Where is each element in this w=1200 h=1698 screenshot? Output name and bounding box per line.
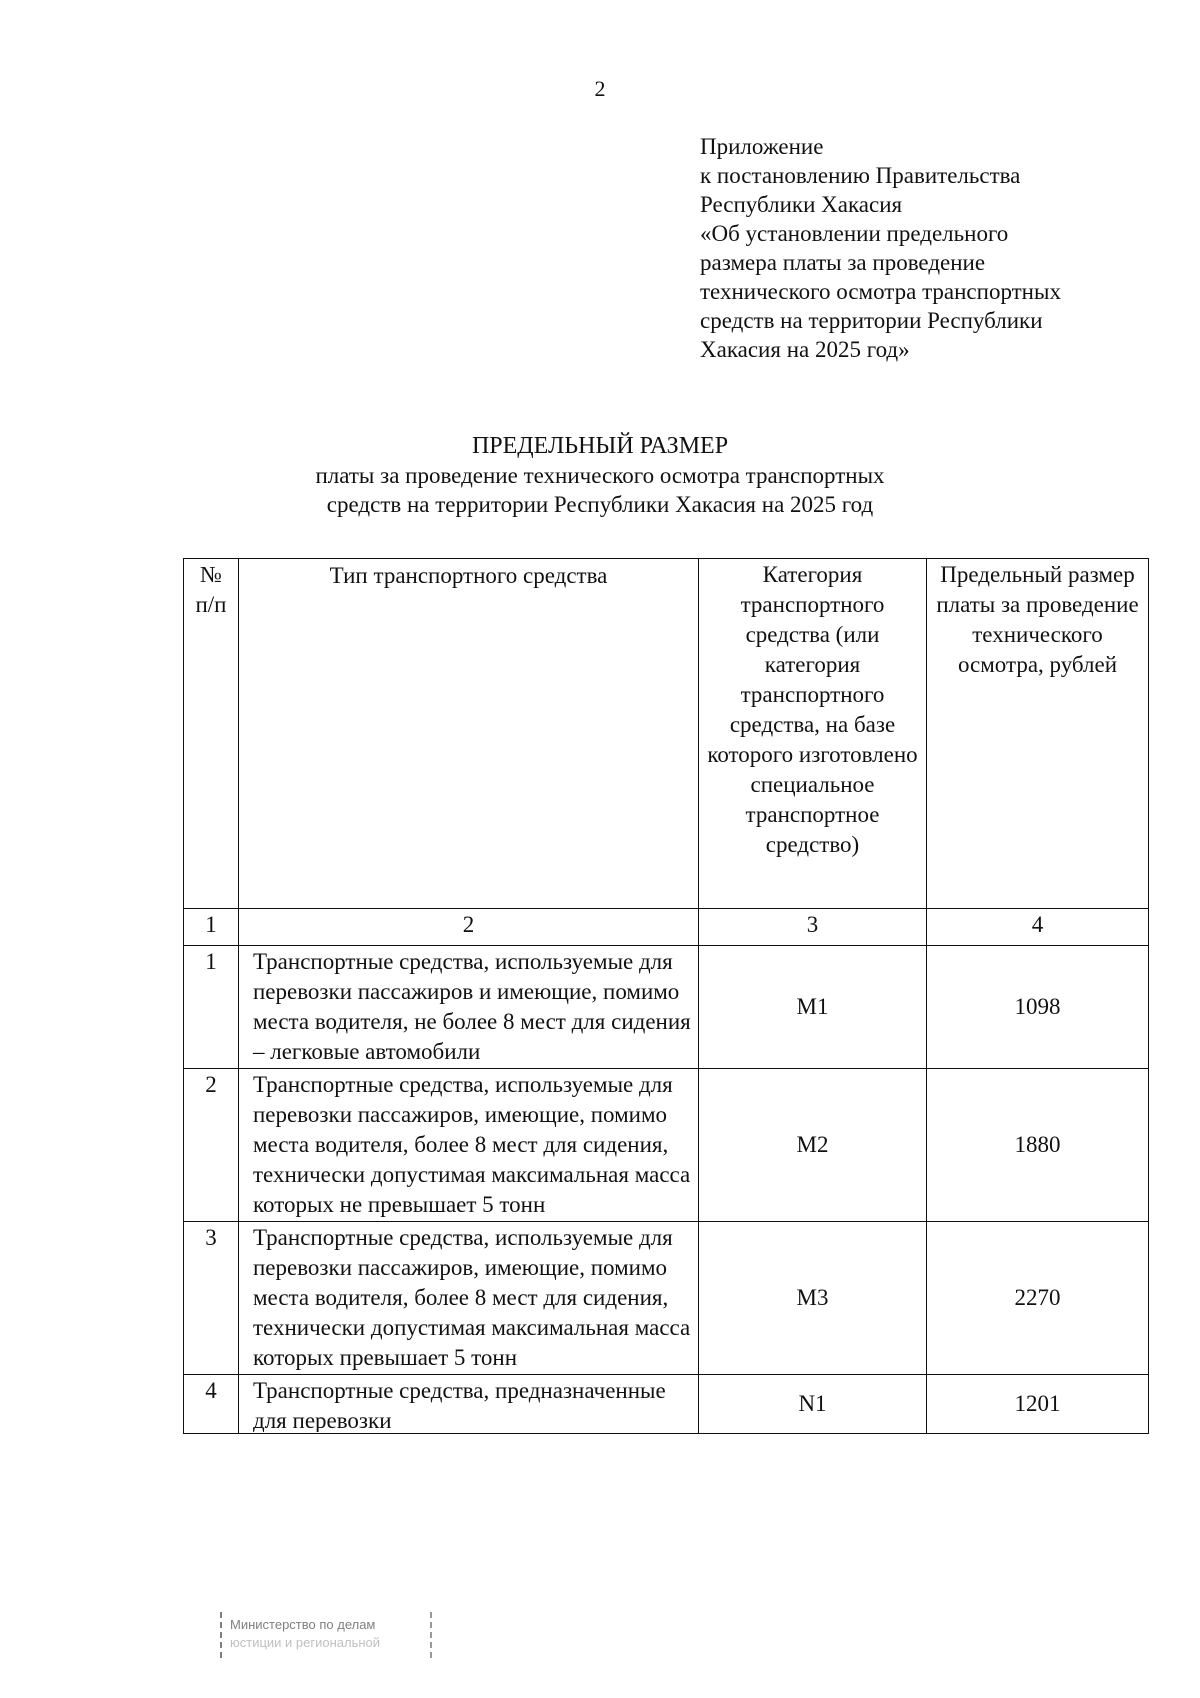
fee-cell: 2270: [927, 1222, 1149, 1375]
table-row: [184, 1375, 1149, 1434]
fee-cell: 1880: [927, 1069, 1149, 1222]
page-number: 2: [594, 76, 606, 101]
fee-table: [183, 558, 1149, 1434]
header-category: Категория транспортного средства (или категория транспортного средства, на базе которого изготовлено специальное транспортное средство): [699, 559, 927, 909]
appendix-line: Приложение: [700, 134, 824, 159]
category-cell: M1: [699, 946, 927, 1069]
table-header-row: [184, 559, 1149, 909]
title-subtitle-line: платы за проведение технического осмотра транспортных: [315, 463, 885, 488]
appendix-line: к постановлению Правительства: [700, 163, 1021, 188]
stamp-line: Министерство по делам: [230, 1617, 376, 1632]
header-fee: Предельный размер платы за проведение технического осмотра, рублей: [927, 559, 1149, 909]
row-number: 2: [184, 1069, 239, 1222]
column-number: 3: [699, 909, 927, 946]
column-number: 1: [184, 909, 239, 946]
vehicle-type-cell: Транспортные средства, используемые для перевозки пассажиров, имеющие, помимо места водителя, более 8 мест для сидения, технически допустимая максимальная масса которых превышает 5 тонн: [239, 1222, 699, 1375]
table-row: [184, 1222, 1149, 1375]
appendix-line: технического осмотра транспортных: [700, 279, 1061, 304]
column-number: 4: [927, 909, 1149, 946]
row-number: 4: [184, 1375, 239, 1434]
title-main: ПРЕДЕЛЬНЫЙ РАЗМЕР: [471, 433, 729, 459]
appendix-line: средств на территории Республики: [700, 308, 1043, 333]
appendix-line: размера платы за проведение: [700, 250, 986, 275]
table-row: [184, 1069, 1149, 1222]
document-title: [0, 432, 1200, 519]
appendix-line: Хакасия на 2025 год»: [700, 337, 910, 362]
table-row: [184, 946, 1149, 1069]
stamp-line: юстиции и региональной: [230, 1635, 381, 1650]
appendix-block: [700, 132, 1180, 364]
category-cell: N1: [699, 1375, 927, 1434]
vehicle-type-cell: [239, 1375, 699, 1434]
row-number: 1: [184, 946, 239, 1069]
fee-cell: 1201: [927, 1375, 1149, 1434]
column-number-row: [184, 909, 1149, 946]
category-cell: M3: [699, 1222, 927, 1375]
vehicle-type-text: Транспортные средства, предназначенные для перевозки: [253, 1378, 666, 1432]
title-subtitle-line: средств на территории Республики Хакасия на 2025 год: [326, 492, 874, 517]
category-cell: M2: [699, 1069, 927, 1222]
header-vehicle-type: Тип транспортного средства: [239, 559, 699, 909]
header-num: № п/п: [184, 559, 239, 909]
vehicle-type-cell: Транспортные средства, используемые для перевозки пассажиров, имеющие, помимо места водителя, более 8 мест для сидения, технически допустимая максимальная масса которых не превышает 5 тонн: [239, 1069, 699, 1222]
fee-cell: 1098: [927, 946, 1149, 1069]
appendix-line: «Об установлении предельного: [700, 221, 1009, 246]
column-number: 2: [239, 909, 699, 946]
row-number: 3: [184, 1222, 239, 1375]
appendix-line: Республики Хакасия: [700, 192, 903, 217]
registration-stamp: [220, 1612, 432, 1658]
vehicle-type-cell: Транспортные средства, используемые для перевозки пассажиров и имеющие, помимо места водителя, не более 8 мест для сидения – легковые автомобили: [239, 946, 699, 1069]
